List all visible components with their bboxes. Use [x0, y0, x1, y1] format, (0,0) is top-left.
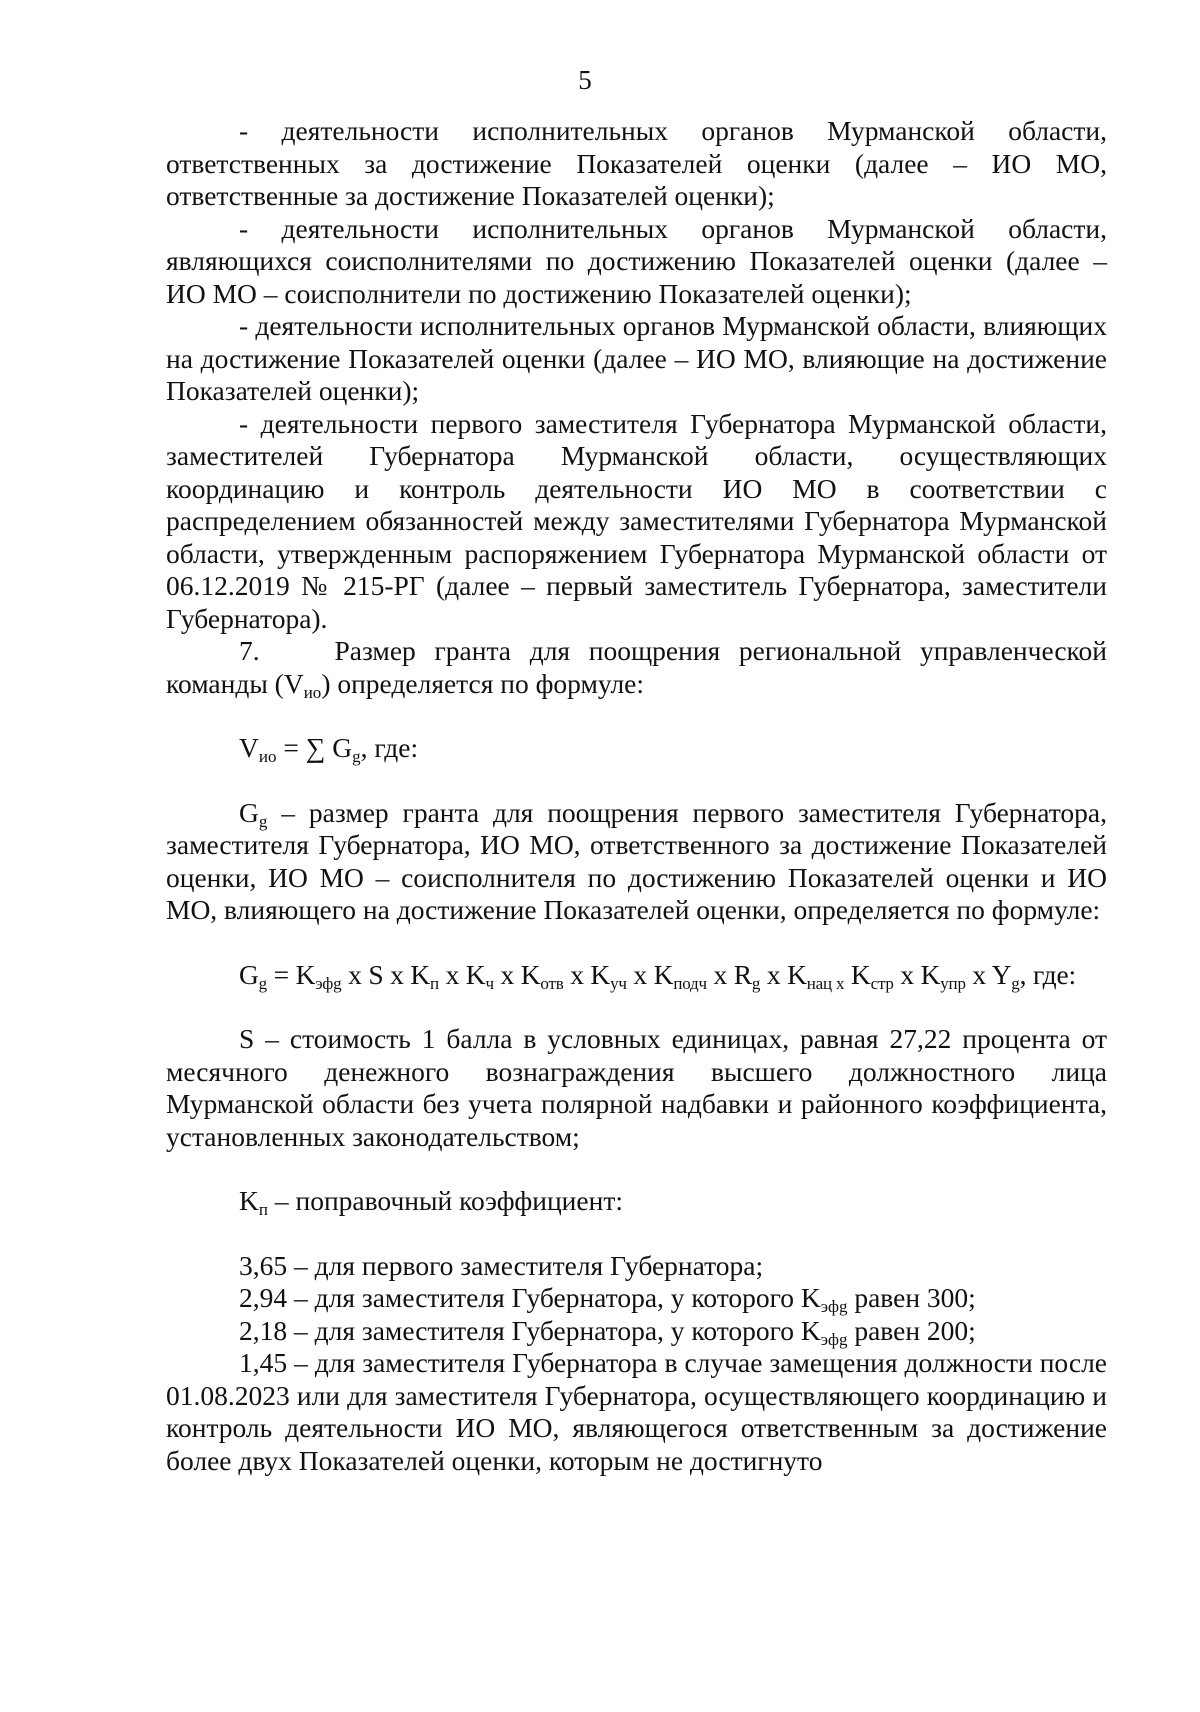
paragraph-bullet-3: - деятельности исполнительных органов Мурманской области, влияющих на достижение Показателей оценки (далее – ИО МО, влияющие на достижение Показателей оценки); — [166, 310, 1107, 406]
paragraph-bullet-2: - деятельности исполнительных органов Мурманской области, являющихся соисполнителями по достижению Показателей оценки (далее – ИО МО – соисполнители по достижению Показателей оценки); — [166, 212, 1107, 309]
document-body — [166, 115, 1107, 1477]
paragraph-s-definition: S – стоимость 1 балла в условных единицах, равная 27,22 процента от месячного денежного вознаграждения высшего должностного лица Мурманской области без учета полярной надбавки и районного коэффициента, установленных законодательством; — [166, 1023, 1107, 1152]
paragraph-gg-definition: $G_g$ – размер гранта для поощрения первого заместителя Губернатора, заместителя Губернатора, ИО МО, ответственного за достижение Показателей оценки, ИО МО – соисполнителя по достижению Показателей оценки и ИО МО, влияющего на достижение Показателей оценки, определяется по формуле: — [166, 796, 1107, 925]
paragraph-kp-definition: $K_п$ – поправочный коэффициент: — [239, 1185, 623, 1219]
paragraph-bullet-4: - деятельности первого заместителя Губернатора Мурманской области, заместителей Губернатора Мурманской области, осуществляющих координацию и контроль деятельности ИО МО в соответствии с распределением обязанностей между заместителями Губернатора Мурманской области, утвержденным распоряжением Губернатора Мурманской области от 06.12.2019 № 215-РГ (далее – первый заместитель Губернатора, заместители Губернатора). — [166, 407, 1107, 634]
kp-values-list — [166, 1250, 1107, 1478]
kp-value-4: 1,45 – для заместителя Губернатора в случае замещения должности после 01.08.2023 или для заместителя Губернатора, осуществляющего координацию и контроль деятельности ИО МО, являющегося ответственным за достижение более двух Показателей оценки, которым не достигнуто — [166, 1347, 1107, 1476]
page-number: 5 — [578, 65, 592, 95]
paragraph-item-7: 7. Размер гранта для поощрения региональной управленческой команды $(V_{ио})$ определяется по формуле: — [166, 635, 1107, 702]
kp-value-3: 2,18 – для заместителя Губернатора, у которого $K_{эфg}$ равен 200; — [239, 1314, 976, 1349]
item-7-text: Размер гранта для поощрения региональной управленческой команды (V — [166, 635, 1107, 699]
formula-v-io: $V_{ио}$ = ∑ $G_g$, где: — [239, 732, 419, 766]
item-7-number: 7. — [239, 635, 260, 666]
paragraph-bullet-1: - деятельности исполнительных органов Мурманской области, ответственных за достижение Показателей оценки (далее – ИО МО, ответственные за достижение Показателей оценки); — [166, 115, 1107, 211]
formula-g: $G_g = K_{эфg}$ x S x $K_п$ x $K_ч$ x $K_{отв}$ x $K_{уч}$ x $K_{подч}$ x $R_g$ x $K_{нац x}$ $K_{стр}$ x $K_{упр}$ x $Y_g$, где: — [239, 958, 1076, 993]
kp-value-2: 2,94 – для заместителя Губернатора, у которого $K_{эфg}$ равен 300; — [239, 1282, 976, 1316]
kp-value-1: 3,65 – для первого заместителя Губернатора; — [239, 1249, 764, 1281]
